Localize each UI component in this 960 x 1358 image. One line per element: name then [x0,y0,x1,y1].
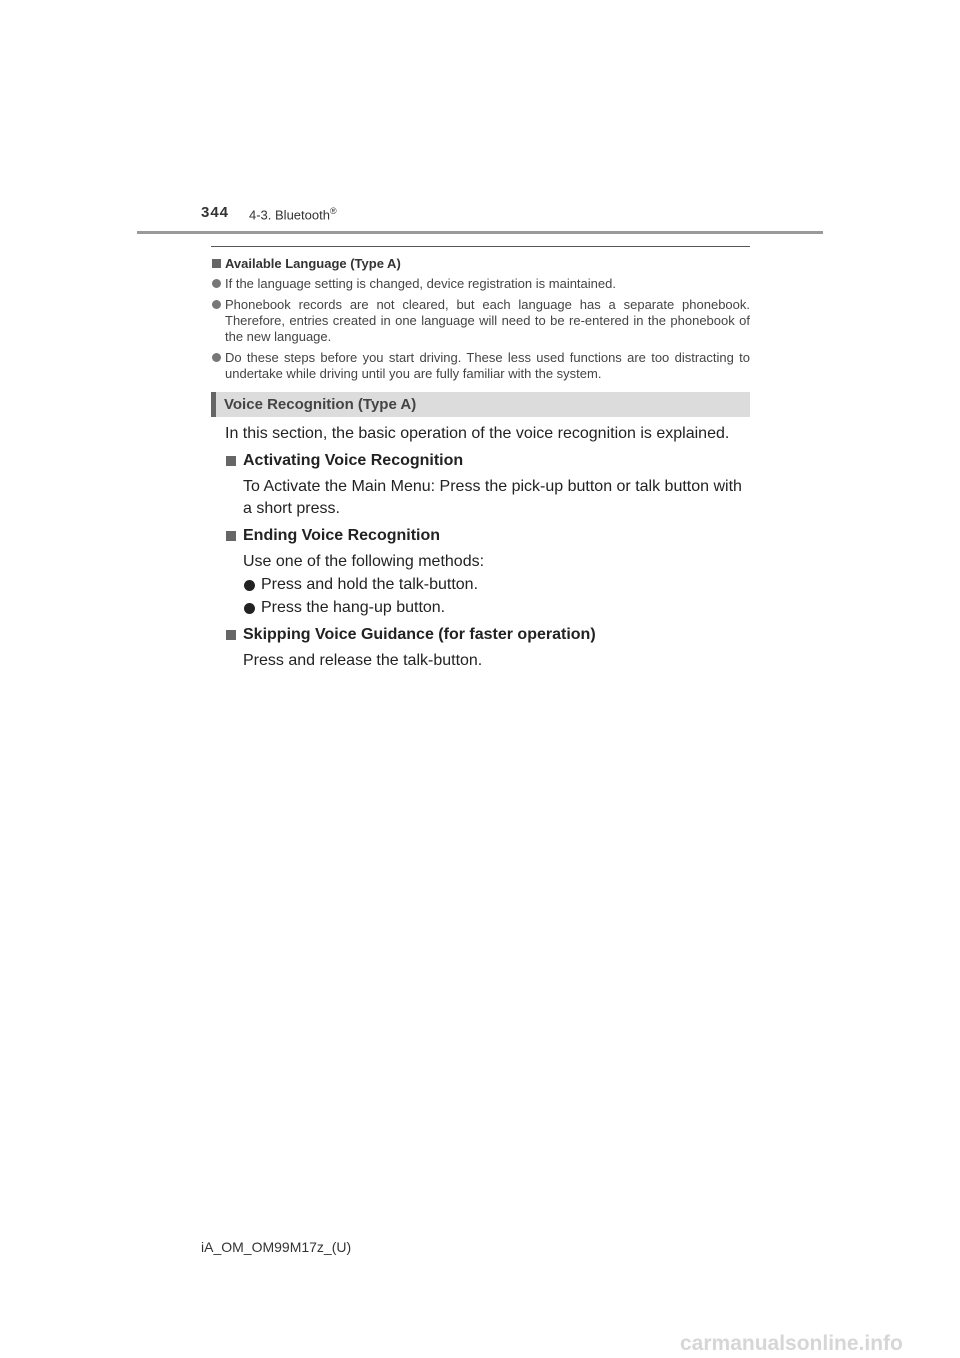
notes-heading [211,256,750,271]
ending-bullet [211,574,750,596]
document-code: iA_OM_OM99M17z_(U) [201,1239,352,1255]
banner-accent-bar [211,392,216,417]
round-bullet-icon [212,300,221,309]
activating-heading [211,450,750,472]
note-item [211,276,750,292]
note-item [211,297,750,345]
section-intro: In this section, the basic operation of the voice recognition is explained. [225,425,730,442]
notes-divider [211,246,750,247]
page-number: 344 [201,204,230,221]
note-item-text: Do these steps before you start driving. These less used functions are too distracting to undertake while driving until you are fully familiar with the system. [225,350,750,381]
activating-text: To Activate the Main Menu: Press the pick-up button or talk button with a short press. [243,478,742,517]
round-bullet-icon [244,603,255,614]
note-item-text: Phonebook records are not cleared, but each language has a separate phonebook. Therefore, entries created in one language will need to be re-entered in the phonebook of the new language. [225,297,750,344]
notes-heading-text: Available Language (Type A) [225,256,401,271]
ending-bullet-text: Press and hold the talk-button. [261,576,479,593]
skipping-text: Press and release the talk-button. [243,652,483,669]
watermark: carmanualsonline.info [680,1332,903,1355]
section-banner [211,392,750,417]
ending-bullet-text: Press the hang-up button. [261,599,446,616]
note-item [211,350,750,382]
page-header [0,0,960,240]
section-label [249,206,337,222]
ending-text: Use one of the following methods: [243,553,485,570]
registered-mark: ® [329,206,337,216]
square-bullet-icon [226,531,236,541]
round-bullet-icon [212,353,221,362]
ending-heading [211,525,750,547]
round-bullet-icon [212,279,221,288]
ending-bullet [211,597,750,619]
square-bullet-icon [226,456,236,466]
square-bullet-icon [226,630,236,640]
section-title: Voice Recognition (Type A) [224,396,417,413]
ending-heading-text: Ending Voice Recognition [243,527,441,544]
activating-heading-text: Activating Voice Recognition [243,452,464,469]
square-bullet-icon [212,259,221,268]
round-bullet-icon [244,580,255,591]
note-item-text: If the language setting is changed, device registration is maintained. [225,276,616,291]
section-name: 4-3. Bluetooth [249,207,330,223]
header-rule [137,231,823,234]
page-content [211,246,750,672]
skipping-heading-text: Skipping Voice Guidance (for faster operation) [243,626,596,643]
skipping-heading [211,624,750,646]
